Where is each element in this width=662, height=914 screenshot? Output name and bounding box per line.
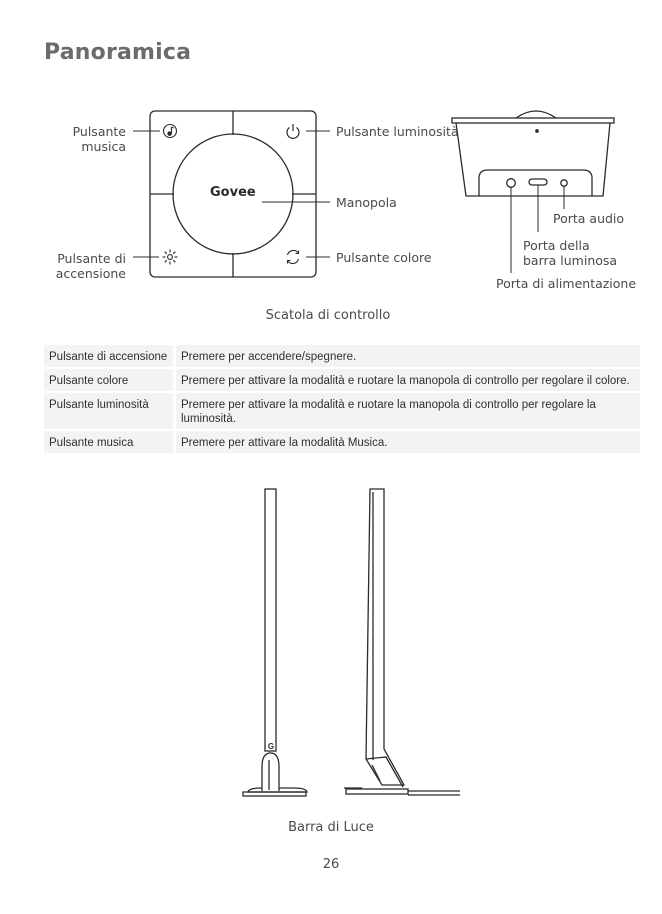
table-cell-desc: Premere per accendere/spegnere. (176, 345, 640, 367)
page-number: 26 (322, 857, 340, 872)
label-knob: Manopola (336, 195, 397, 210)
light-bar-caption-text: Barra di Luce (288, 820, 374, 835)
table-cell-name: Pulsante di accensione (44, 345, 176, 367)
light-bar-logo: G (267, 742, 275, 751)
table-cell-desc: Premere per attivare la modalità e ruotare la manopola di controllo per regolare la luminosità. (176, 393, 640, 429)
label-audio-port: Porta audio (553, 211, 625, 226)
table-cell-name: Pulsante luminosità (44, 393, 176, 429)
table-row (44, 345, 640, 367)
table-row (44, 431, 640, 453)
button-description-table (44, 343, 640, 455)
control-box-caption (0, 308, 662, 323)
table-row (44, 393, 640, 429)
table-cell-name: Pulsante musica (44, 431, 176, 453)
govee-logo: Govee (210, 185, 256, 200)
label-music-button: Pulsante musica (72, 124, 126, 154)
light-bar-caption (0, 820, 662, 835)
label-light-bar-port: Porta della barra luminosa (523, 238, 618, 268)
label-color-button: Pulsante colore (336, 250, 432, 265)
label-power-button: Pulsante di accensione (55, 251, 126, 281)
page-title: Panoramica (44, 40, 192, 65)
power-port-hole (561, 180, 567, 186)
audio-port-hole (507, 179, 516, 188)
label-brightness-button: Pulsante luminosità (336, 124, 459, 139)
light-bar-port-hole (529, 179, 547, 185)
light-bar-side (344, 489, 460, 795)
label-power-port: Porta di alimentazione (496, 276, 637, 291)
control-box-caption-text: Scatola di controllo (265, 308, 391, 323)
table-cell-desc: Premere per attivare la modalità e ruotare la manopola di controllo per regolare il colore. (176, 369, 640, 391)
control-box-back (452, 111, 614, 196)
table-cell-desc: Premere per attivare la modalità Musica. (176, 431, 640, 453)
table-row (44, 369, 640, 391)
table-cell-name: Pulsante colore (44, 369, 176, 391)
